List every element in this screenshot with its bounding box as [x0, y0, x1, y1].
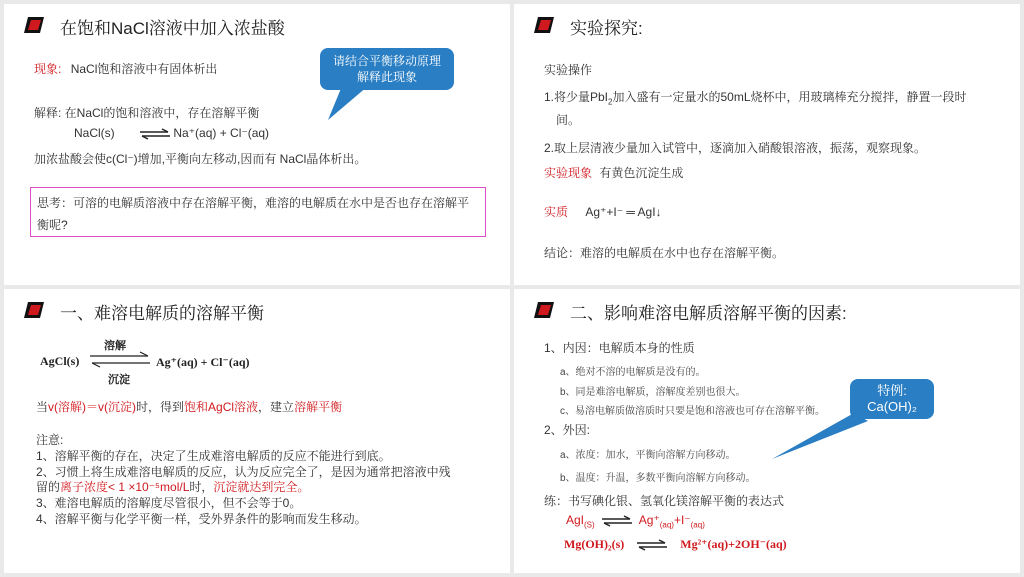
phenomenon-text: 有黄色沉淀生成 [599, 166, 684, 180]
slide-logo-icon [532, 14, 556, 36]
eq1-left-sub: (S) [584, 520, 595, 530]
eq1-right: Ag⁺ [638, 513, 660, 527]
special-line-1: 特例: [877, 383, 907, 398]
step-2: 2.取上层清液少量加入试管中，逐滴加入硝酸银溶液，振荡，观察现象。 [544, 141, 927, 155]
slide-logo-icon [22, 299, 46, 321]
practice-line: 练：书写碘化银、氢氧化镁溶解平衡的表达式 [544, 494, 785, 508]
agcl-eq-left: AgCl(s) [40, 354, 80, 368]
eq1-left: AgI [566, 513, 585, 527]
equilibrium-arrows-icon [637, 539, 667, 551]
equilibrium-arrows-icon [90, 351, 150, 369]
agi-equation [566, 513, 705, 529]
agcl-eq-dissolve: 溶解 [104, 340, 126, 352]
essence-equation: Ag⁺+I⁻ ═ AgI↓ [585, 205, 662, 219]
page-title: 实验探究: [570, 19, 643, 38]
note-2a: 2、习惯上将生成难溶电解质的反应，认为反应完全了，是因为通常把溶液中残 [36, 465, 451, 479]
phenomenon-text: NaCl饱和溶液中有固体析出 [70, 62, 218, 76]
condition-line [36, 398, 342, 415]
agcl-eq-right: Ag⁺(aq) + Cl⁻(aq) [156, 355, 250, 369]
eq2-right: Mg²⁺(aq)+2OH⁻(aq) [680, 537, 787, 551]
hint-bubble [320, 48, 454, 90]
note-2b-c: 时， [189, 480, 214, 494]
step-1 [544, 88, 967, 106]
conclusion: 结论：难溶的电解质在水中也存在溶解平衡。 [544, 246, 785, 260]
page-title: 二、影响难溶电解质溶解平衡的因素: [570, 304, 847, 323]
external-a: a、浓度：加水，平衡向溶解方向移动。 [560, 450, 736, 461]
phenomenon-label: 实验现象 [544, 166, 593, 180]
equilibrium-arrows-icon [140, 128, 170, 140]
external-factor: 2、外因: [544, 423, 591, 437]
equilibrium-arrows-icon [602, 515, 632, 527]
phenomenon-label: 现象: [34, 62, 62, 76]
cond-c: 时，得到 [136, 400, 185, 414]
note-4: 4、溶解平衡与化学平衡一样，受外界条件的影响而发生移动。 [36, 512, 367, 526]
page-title: 在饱和NaCl溶液中加入浓盐酸 [60, 19, 285, 38]
special-line-2: Ca(OH)₂ [867, 399, 917, 414]
eq1-plus: +I⁻ [673, 513, 691, 527]
step-1-b: 加入盛有一定量水的50mL烧杯中，用玻璃棒充分搅拌，静置一段时 [612, 90, 967, 104]
internal-c: c、易溶电解质做溶质时只要是饱和溶液也可存在溶解平衡。 [560, 406, 825, 417]
eq-left: NaCl(s) [74, 126, 115, 140]
slide-panel-experiment [514, 4, 1020, 285]
note-2b-b: 离子浓度< 1 ×10⁻⁵mol/L [60, 480, 190, 494]
cond-d: 饱和AgCl溶液 [184, 400, 259, 414]
slide-panel-nacl [4, 4, 510, 285]
operation-label: 实验操作 [544, 63, 593, 77]
step-1-a: 1.将少量PbI [544, 90, 609, 104]
nacl-equation [74, 126, 269, 140]
hint-line-2: 解释此现象 [356, 70, 417, 84]
step-1-c: 间。 [556, 113, 581, 127]
slide-panel-factors [514, 289, 1020, 573]
note-2b-d: 沉淀就达到完全。 [213, 480, 310, 494]
internal-a: a、绝对不溶的电解质是没有的。 [560, 367, 706, 378]
eq1-right-sub2: (aq) [690, 520, 705, 530]
think-box: 思考：可溶的电解质溶液中存在溶解平衡，难溶的电解质在水中是否也存在溶解平衡呢? [30, 187, 486, 237]
eq1-right-sub: (aq) [659, 520, 674, 530]
eq-right: Na⁺(aq) + Cl⁻(aq) [173, 126, 270, 140]
agcl-eq-precipitate: 沉淀 [108, 374, 130, 386]
explain-line-2: 加浓盐酸会使c(Cl⁻)增加,平衡向左移动,因而有 NaCl晶体析出。 [34, 152, 367, 166]
cond-f: 溶解平衡 [294, 400, 343, 414]
step-1-sub: 2 [608, 97, 613, 107]
explain-line: 解释: 在NaCl的饱和溶液中，存在溶解平衡 [34, 106, 260, 120]
cond-b: v(溶解)＝v(沉淀) [48, 400, 137, 414]
slide-logo-icon [22, 14, 46, 36]
essence-label: 实质 [544, 205, 569, 219]
external-b: b、温度：升温，多数平衡向溶解方向移动。 [560, 473, 756, 484]
internal-b: b、同是难溶电解质，溶解度差别也很大。 [560, 387, 746, 398]
cond-a: 当 [36, 400, 49, 414]
note-title: 注意: [36, 433, 64, 447]
bubble-tail-icon [770, 413, 870, 461]
note-1: 1、溶解平衡的存在，决定了生成难溶电解质的反应不能进行到底。 [36, 449, 391, 463]
note-3: 3、难溶电解质的溶解度尽管很小，但不会等于0。 [36, 496, 302, 510]
mgoh-equation [564, 537, 787, 552]
eq2-left: Mg(OH)₂(s) [564, 537, 625, 551]
note-2b [36, 478, 309, 495]
slide-logo-icon [532, 299, 556, 321]
page-title: 一、难溶电解质的溶解平衡 [60, 304, 264, 323]
bubble-tail-icon [324, 86, 374, 122]
internal-factor: 1、内因：电解质本身的性质 [544, 341, 695, 355]
slide-panel-dissolution [4, 289, 510, 573]
note-2b-a: 留的 [36, 480, 61, 494]
cond-e: ，建立 [258, 400, 295, 414]
hint-line-1: 请结合平衡移动原理 [332, 54, 441, 68]
